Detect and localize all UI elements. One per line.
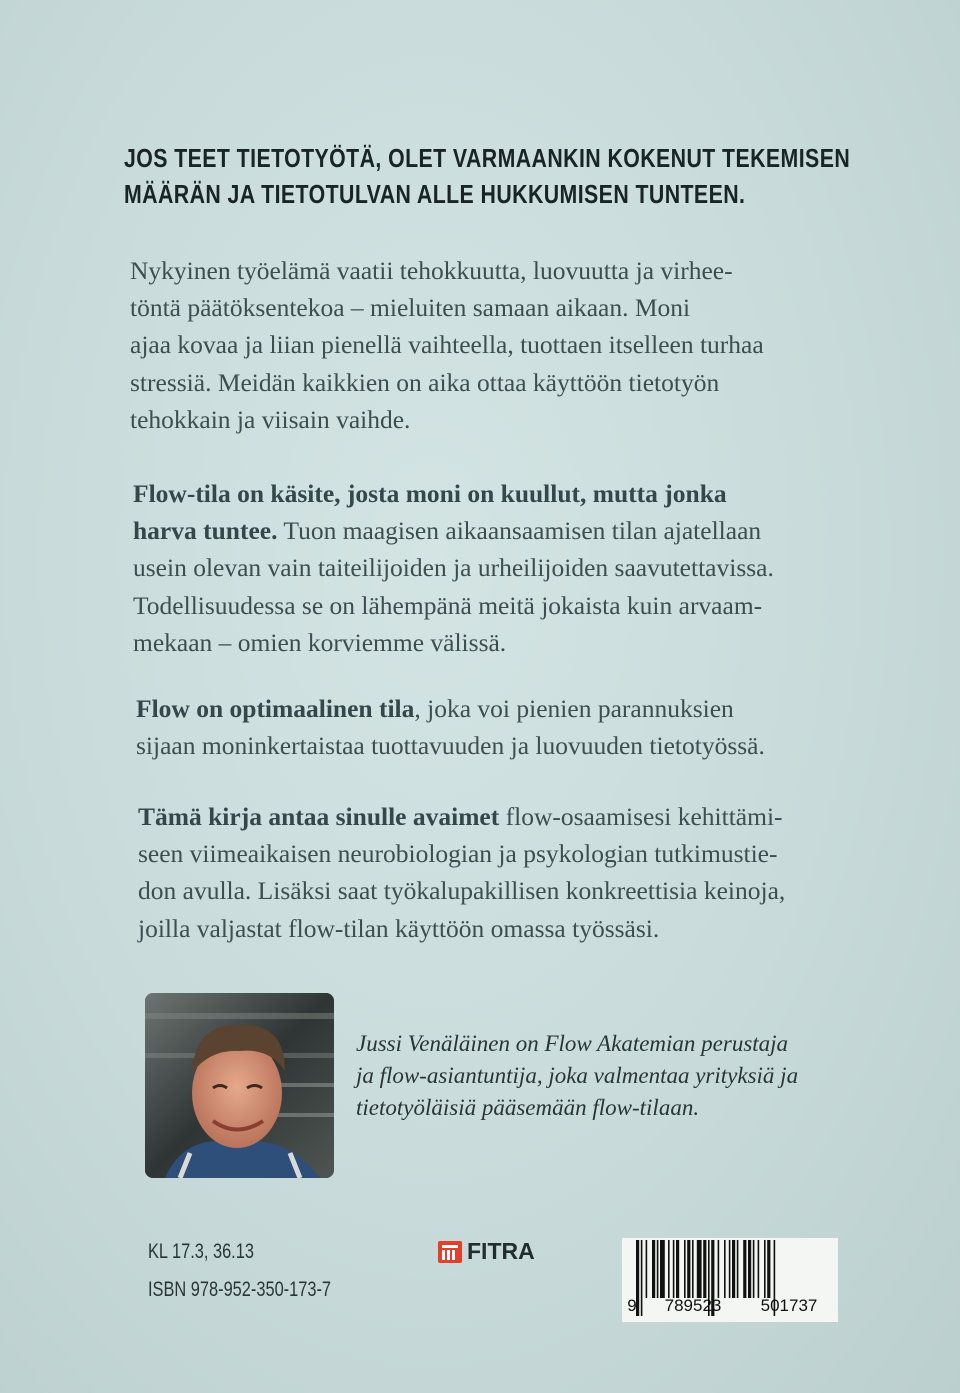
- text-line: usein olevan vain taiteilijoiden ja urheilijoiden saavutettavissa.: [133, 553, 774, 583]
- barcode-bar: [692, 1240, 694, 1298]
- classification-code: KL 17.3, 36.13: [148, 1240, 254, 1263]
- barcode-bar: [732, 1240, 735, 1298]
- text-line: [133, 475, 853, 512]
- paragraph-1: [130, 252, 850, 438]
- bold-text: harva tuntee.: [133, 516, 278, 546]
- barcode-bar: [743, 1240, 746, 1298]
- paragraph-3: [136, 690, 856, 764]
- barcode-bar: [703, 1240, 706, 1298]
- headline-line: MÄÄRÄN JA TIETOTULVAN ALLE HUKKUMISEN TUNTEEN.: [124, 179, 746, 209]
- text-line: don avulla. Lisäksi saat työkalupakillisen konkreettisia keinoja,: [138, 876, 786, 906]
- barcode-bar: [684, 1240, 686, 1298]
- barcode-bar: [657, 1240, 659, 1298]
- bold-text: Tämä kirja antaa sinulle avaimet: [138, 802, 500, 831]
- barcode-bar: [676, 1240, 679, 1298]
- headline-line: JOS TEET TIETOTYÖTÄ, OLET VARMAANKIN KOKENUT TEKEMISEN: [124, 143, 851, 173]
- text-line: sijaan moninkertaistaa tuottavuuden ja luovuuden tietotyössä.: [136, 731, 765, 761]
- back-cover-headline: [124, 140, 851, 212]
- text-line: [136, 690, 856, 727]
- barcode-bar: [652, 1240, 655, 1298]
- text-span: Tuon maagisen aikaansaamisen tilan ajatellaan: [277, 516, 762, 546]
- barcode-bar: [753, 1240, 755, 1298]
- bold-text: Flow-tila on käsite, josta moni on kuullut, mutta jonka: [133, 479, 727, 508]
- text-line: tehokkain ja viisain vaihde.: [130, 404, 411, 434]
- barcode-bar: [737, 1240, 739, 1298]
- bio-line: tietotyöläisiä pääsemään flow-tilaan.: [356, 1095, 700, 1120]
- text-line: Todellisuudessa se on lähempänä meitä jokaista kuin arvaam-: [133, 590, 763, 620]
- text-line: [133, 512, 853, 549]
- barcode-digits-right: 501737: [760, 1296, 818, 1315]
- barcode-digits: [622, 1296, 838, 1316]
- text-line: stressiä. Meidän kaikkien on aika ottaa käyttöön tietotyön: [130, 367, 720, 397]
- barcode-bar: [729, 1240, 731, 1298]
- isbn-number: ISBN 978-952-350-173-7: [148, 1278, 332, 1301]
- text-line: [138, 798, 858, 835]
- publisher-name: FITRA: [467, 1238, 535, 1264]
- text-line: töntä päätöksentekoa – mieluiten samaan aikaan. Moni: [130, 293, 691, 323]
- bold-text: Flow on optimaalinen tila: [136, 694, 415, 723]
- barcode-bar: [668, 1240, 670, 1298]
- barcode-bar: [718, 1240, 720, 1298]
- paragraph-4: [138, 798, 858, 947]
- barcode-bar: [687, 1240, 690, 1298]
- barcode-bar: [697, 1240, 702, 1298]
- text-line: mekaan – omien korviemme välissä.: [133, 627, 507, 657]
- barcode-bar: [748, 1240, 751, 1298]
- publisher-logo: [438, 1238, 535, 1265]
- text-span: , joka voi pienien parannuksien: [414, 694, 734, 723]
- text-line: ajaa kovaa ja liian pienellä vaihteella, tuottaen itselleen turhaa: [130, 330, 764, 360]
- text-line: joilla valjastat flow-tilan käyttöön omassa työssäsi.: [138, 913, 660, 943]
- author-photo: [145, 993, 334, 1178]
- barcode-digit-first: 9: [627, 1296, 637, 1315]
- text-span: flow-osaamisesi kehittämi-: [499, 802, 783, 831]
- barcode-bar: [758, 1240, 760, 1298]
- bio-line: ja flow-asiantuntija, joka valmentaa yrityksiä ja: [356, 1063, 799, 1088]
- bio-line: Jussi Venäläinen on Flow Akatemian perustaja: [356, 1031, 789, 1056]
- text-line: seen viimeaikaisen neurobiologian ja psykologian tutkimustie-: [138, 839, 778, 869]
- text-line: Nykyinen työelämä vaatii tehokkuutta, luovuutta ja virhee-: [130, 256, 733, 285]
- fitra-logo-icon: [438, 1241, 462, 1263]
- barcode-bar: [724, 1240, 726, 1298]
- barcode-bar: [764, 1240, 766, 1298]
- author-portrait-image: [145, 993, 334, 1178]
- barcode-digits-left: 789523: [664, 1296, 722, 1315]
- paragraph-2: [133, 475, 853, 661]
- barcode-bar: [660, 1240, 665, 1298]
- barcode-bar: [673, 1240, 675, 1298]
- barcode-bar: [767, 1240, 770, 1298]
- author-bio: [356, 1028, 856, 1124]
- barcode-bar: [646, 1240, 648, 1298]
